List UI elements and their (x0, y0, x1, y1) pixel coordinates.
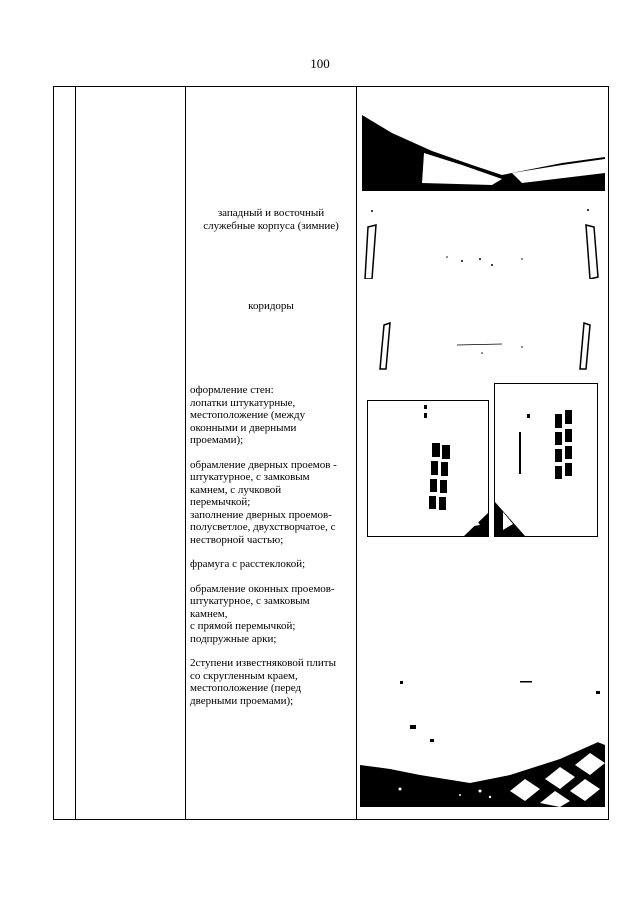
row-label-corps (188, 207, 354, 232)
corridor-wall-photo-1 (362, 201, 605, 279)
window-frame-line: обрамление оконных проемов- (190, 582, 335, 595)
window-frame-line: штукатурное, с замковым (190, 595, 310, 607)
steps-line: 2ступени известняковой плиты (190, 657, 336, 669)
door-frame-line: штукатурное, с замковым (190, 471, 310, 483)
corridor-wall-photo-2 (362, 309, 605, 373)
ceiling-vault-photo (362, 113, 605, 191)
steps-line: местоположение (перед (190, 682, 302, 694)
column-divider-1 (75, 87, 76, 819)
walls-line: оформление стен: (190, 384, 274, 396)
door-photo-left (367, 400, 489, 537)
door-frame-line: камнем, с лучковой (190, 483, 282, 496)
column-divider-2 (185, 87, 186, 819)
corridors-label: коридоры (248, 300, 294, 312)
walls-line: проемами); (190, 434, 244, 446)
steps-line: дверными проемами); (190, 694, 294, 707)
column-divider-3 (356, 87, 357, 819)
checkered-floor-photo (360, 679, 605, 807)
door-frame-line: нестворной частью; (190, 533, 284, 546)
corps-label-line-2: служебные корпуса (зимние) (203, 219, 339, 232)
transom-line: фрамуга с расстеклокой; (190, 558, 306, 570)
door-frame-line: заполнение дверных проемов- (190, 508, 332, 521)
door-frame-line: обрамление дверных проемов - (190, 458, 337, 471)
door-frame-line: полусветлое, двухстворчатое, с (190, 521, 336, 533)
heritage-table (53, 86, 609, 820)
row-label-corridors (188, 300, 354, 313)
window-frame-line: камнем, (190, 607, 228, 620)
details-text-block (190, 384, 354, 707)
door-photo-right (494, 383, 598, 537)
window-frame-line: подпружные арки; (190, 632, 277, 645)
walls-line: оконными и дверными (190, 421, 297, 434)
steps-line: со скругленным краем, (190, 669, 298, 682)
walls-line: местоположение (между (190, 409, 306, 421)
corps-label-line-1: западный и восточный (217, 207, 325, 219)
walls-line: лопатки штукатурные, (190, 396, 296, 409)
window-frame-line: с прямой перемычкой; (190, 620, 296, 632)
door-frame-line: перемычкой; (190, 496, 251, 508)
page-number: 100 (310, 56, 330, 71)
